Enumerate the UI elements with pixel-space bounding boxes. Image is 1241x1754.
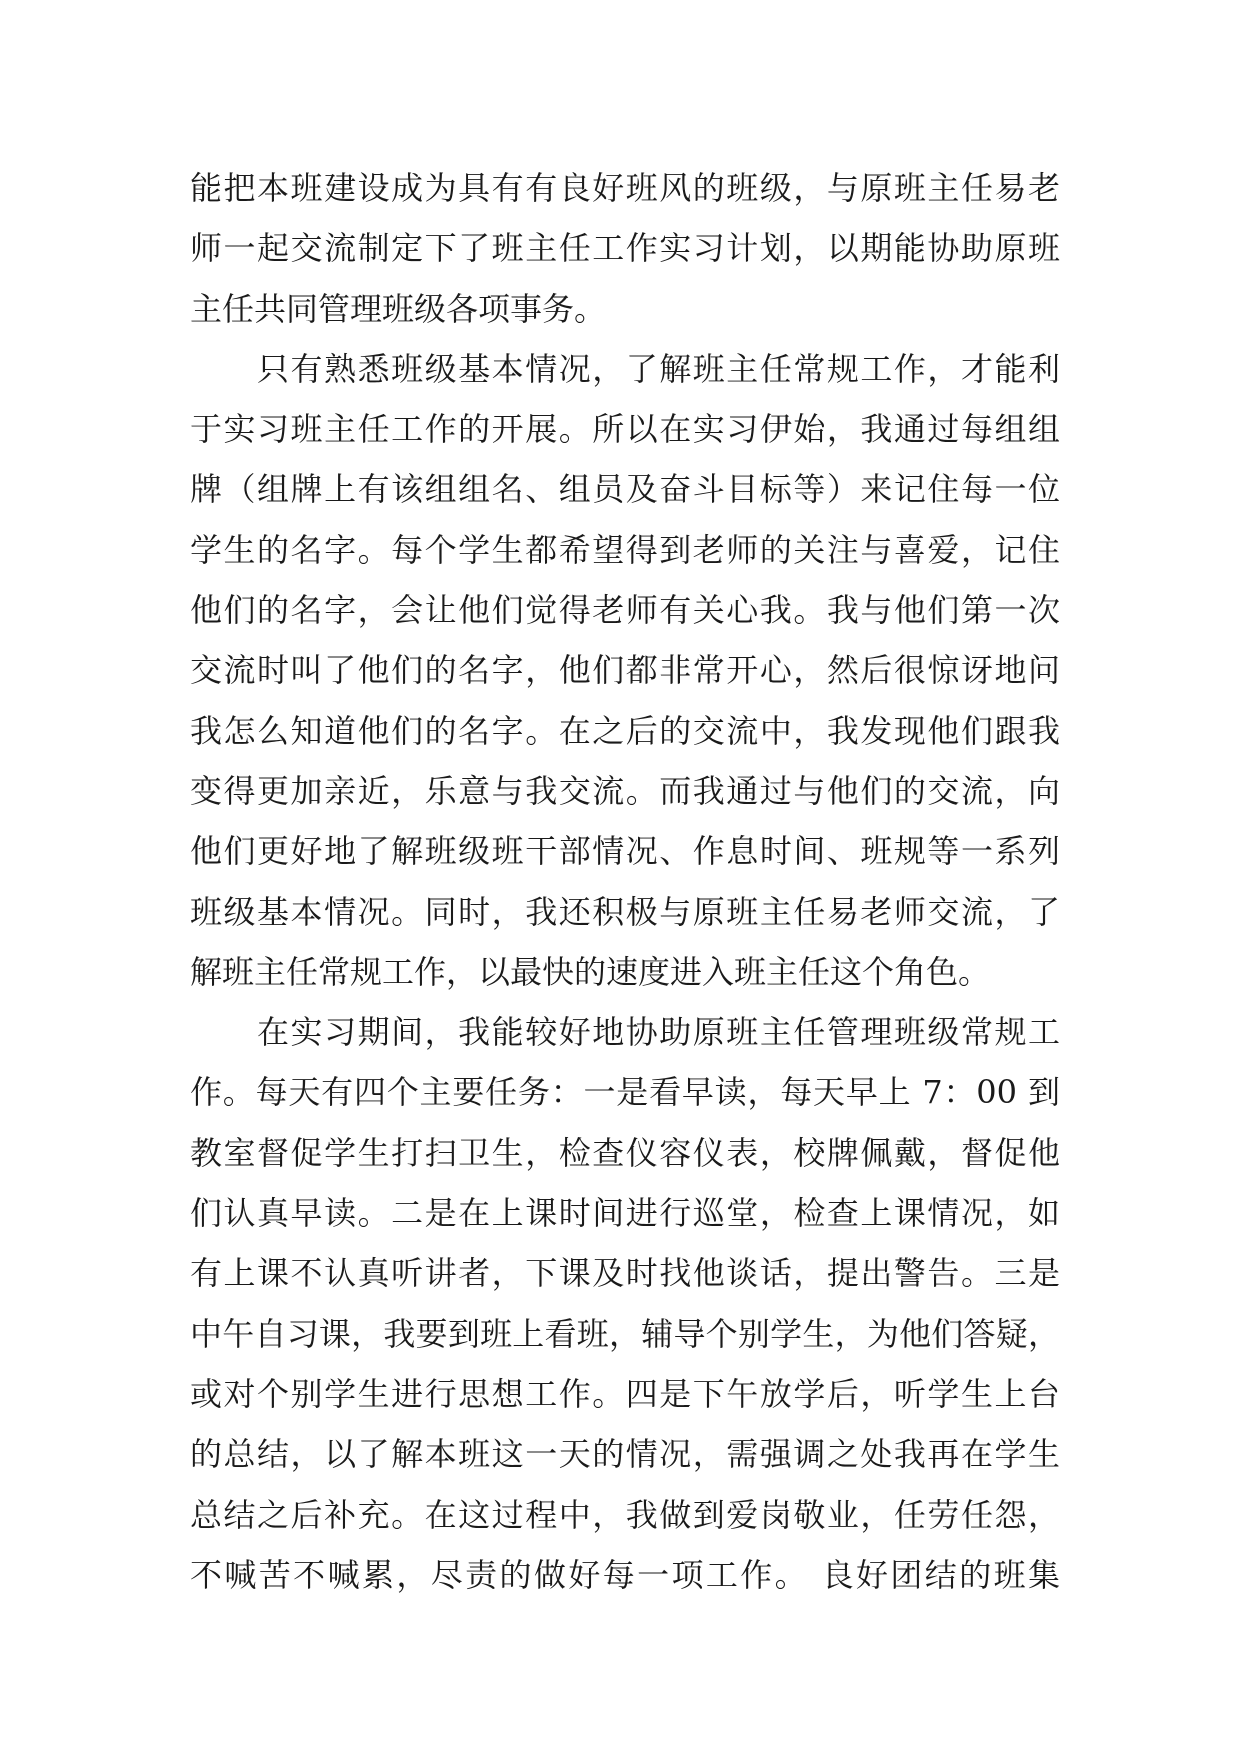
text-line: 总结之后补充。在这过程中，我做到爱岗敬业，任劳任怨， (190, 1495, 1060, 1534)
text-line: 有上课不认真听讲者，下课及时找他谈话，提出警告。三是 (190, 1254, 1060, 1293)
text-line: 教室督促学生打扫卫生，检查仪容仪表，校牌佩戴，督促他 (190, 1133, 1060, 1172)
text-line: 他们更好地了解班级班干部情况、作息时间、班规等一系列 (190, 832, 1060, 871)
text-line: 只有熟悉班级基本情况，了解班主任常规工作，才能利 (190, 349, 1060, 388)
text-line: 主任共同管理班级各项事务。 (190, 289, 607, 328)
text-line: 牌（组牌上有该组组名、组员及奋斗目标等）来记住每一位 (190, 470, 1060, 509)
text-line: 作。每天有四个主要任务：一是看早读，每天早上 7：00 到 (190, 1073, 1060, 1112)
text-line: 中午自习课，我要到班上看班，辅导个别学生，为他们答疑， (190, 1314, 1060, 1353)
text-line: 解班主任常规工作，以最快的速度进入班主任这个角色。 (190, 952, 991, 991)
text-line: 或对个别学生进行思想工作。四是下午放学后，听学生上台 (190, 1374, 1060, 1413)
text-line: 学生的名字。每个学生都希望得到老师的关注与喜爱，记住 (190, 530, 1060, 569)
text-line: 能把本班建设成为具有有良好班风的班级，与原班主任易老 (190, 169, 1060, 207)
text-line: 师一起交流制定下了班主任工作实习计划，以期能协助原班 (190, 229, 1060, 268)
body-text (190, 158, 1060, 1605)
text-line: 的总结，以了解本班这一天的情况，需强调之处我再在学生 (190, 1435, 1060, 1474)
text-line: 他们的名字，会让他们觉得老师有关心我。我与他们第一次 (190, 591, 1060, 630)
text-line: 在实习期间，我能较好地协助原班主任管理班级常规工 (190, 1013, 1060, 1052)
text-line: 不喊苦不喊累，尽责的做好每一项工作。 良好团结的班集 (190, 1555, 1060, 1594)
text-line: 们认真早读。二是在上课时间进行巡堂，检查上课情况，如 (190, 1194, 1060, 1233)
text-line: 于实习班主任工作的开展。所以在实习伊始，我通过每组组 (190, 410, 1060, 449)
text-line: 交流时叫了他们的名字，他们都非常开心，然后很惊讶地问 (190, 651, 1060, 690)
text-line: 我怎么知道他们的名字。在之后的交流中，我发现他们跟我 (190, 711, 1060, 750)
text-line: 变得更加亲近，乐意与我交流。而我通过与他们的交流，向 (190, 771, 1060, 810)
text-line: 班级基本情况。同时，我还积极与原班主任易老师交流，了 (190, 892, 1060, 931)
